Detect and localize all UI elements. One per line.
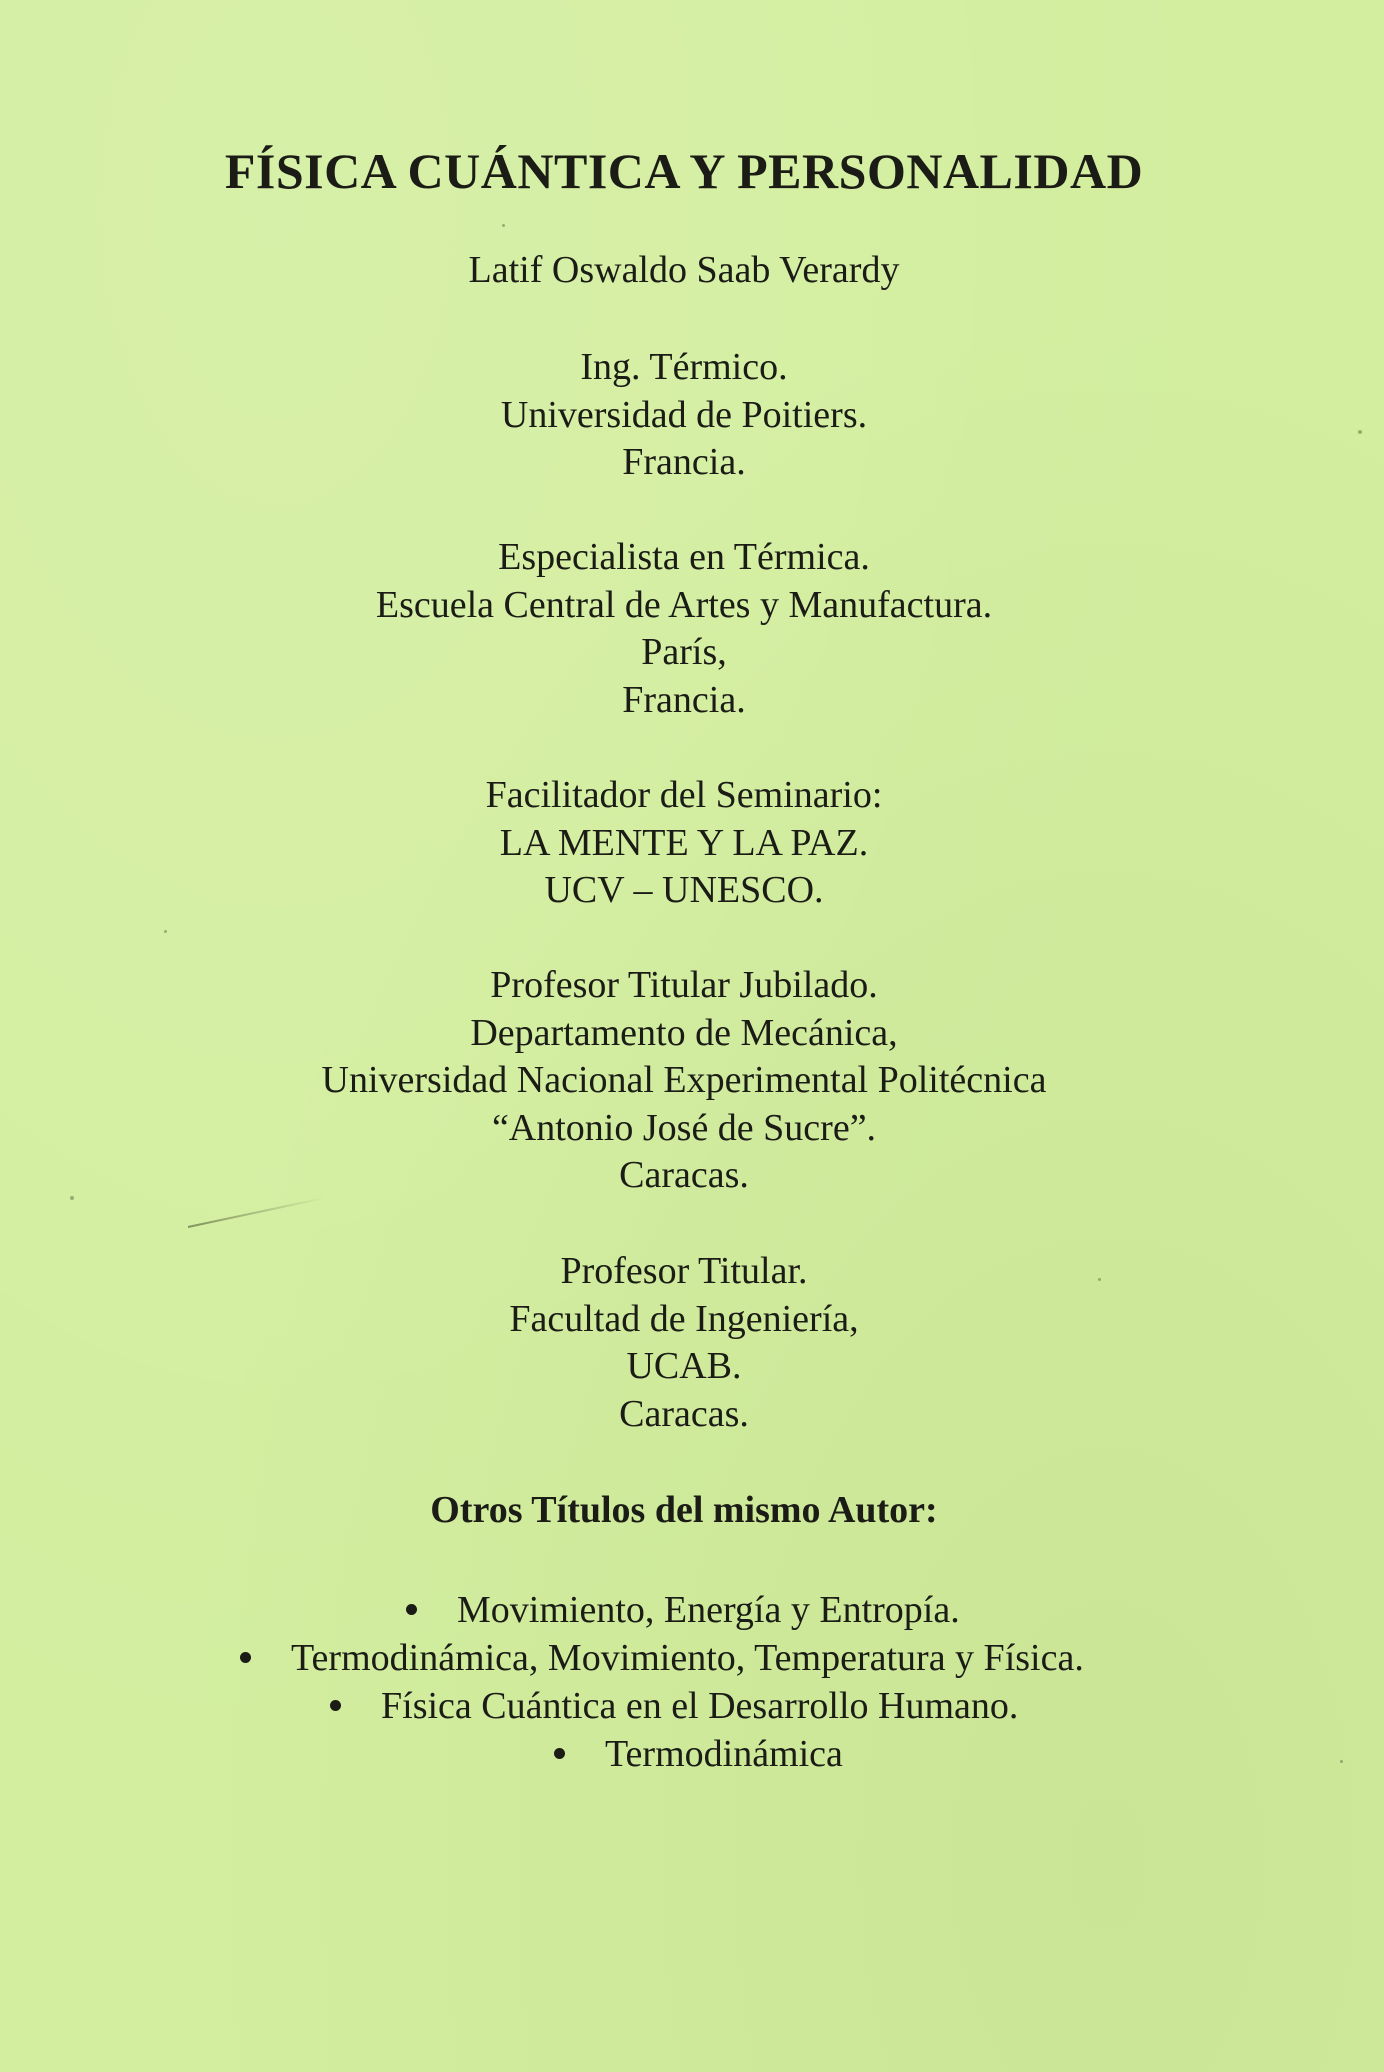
credential-line: Facultad de Ingeniería, (509, 1297, 859, 1340)
bullet-icon (554, 1748, 565, 1759)
credential-line: LA MENTE Y LA PAZ. (499, 821, 869, 864)
credential-block-seminar (0, 772, 1376, 915)
credential-block-professor-ucab (0, 1248, 1376, 1438)
credential-line: Ing. Térmico. (580, 346, 788, 388)
author-name: Latif Oswaldo Saab Verardy (468, 249, 900, 291)
credential-line: UCAB. (626, 1345, 742, 1387)
other-title-text: Movimiento, Energía y Entropía. (457, 1589, 960, 1631)
other-title-text: Termodinámica, Movimiento, Temperatura y Física. (291, 1637, 1084, 1679)
other-titles-heading: Otros Títulos del mismo Autor: (430, 1489, 938, 1531)
paper-speck (1358, 430, 1362, 434)
paper-speck (70, 1196, 74, 1200)
list-item (406, 1588, 960, 1632)
book-title: FÍSICA CUÁNTICA Y PERSONALIDAD (224, 143, 1144, 199)
bullet-icon (330, 1700, 341, 1711)
paper-speck (1340, 1760, 1343, 1763)
credential-line: UCV – UNESCO. (544, 869, 824, 911)
credential-line: Universidad Nacional Experimental Politécnica (321, 1059, 1047, 1101)
credential-line: Francia. (622, 678, 746, 721)
credential-line: Especialista en Térmica. (498, 536, 870, 578)
credential-line: Francia. (622, 441, 746, 483)
list-item (554, 1732, 843, 1776)
credential-line: París, (641, 631, 727, 673)
credential-line: “Antonio José de Sucre”. (491, 1106, 877, 1149)
paper-speck (1098, 1278, 1101, 1281)
credential-line: Escuela Central de Artes y Manufactura. (375, 583, 993, 626)
paper-speck (164, 930, 167, 933)
other-title-text: Termodinámica (605, 1733, 843, 1775)
credential-line: Caracas. (619, 1392, 749, 1435)
credential-line: Profesor Titular. (560, 1250, 808, 1292)
credential-block-thermal-engineer (0, 344, 1376, 487)
credential-block-retired-professor (0, 962, 1376, 1200)
credential-line: Universidad de Poitiers. (500, 393, 868, 436)
list-item (240, 1636, 1084, 1680)
credential-line: Departamento de Mecánica, (470, 1011, 898, 1054)
list-item (330, 1684, 1018, 1728)
credential-line: Caracas. (619, 1154, 749, 1196)
bullet-icon (240, 1652, 251, 1663)
paper-scratch-mark (188, 1197, 325, 1228)
credential-block-specialist (0, 534, 1376, 724)
bullet-icon (406, 1604, 417, 1615)
credential-line: Facilitador del Seminario: (485, 774, 883, 816)
other-title-text: Física Cuántica en el Desarrollo Humano. (381, 1685, 1019, 1727)
paper-speck (502, 224, 505, 227)
credential-line: Profesor Titular Jubilado. (490, 964, 878, 1006)
